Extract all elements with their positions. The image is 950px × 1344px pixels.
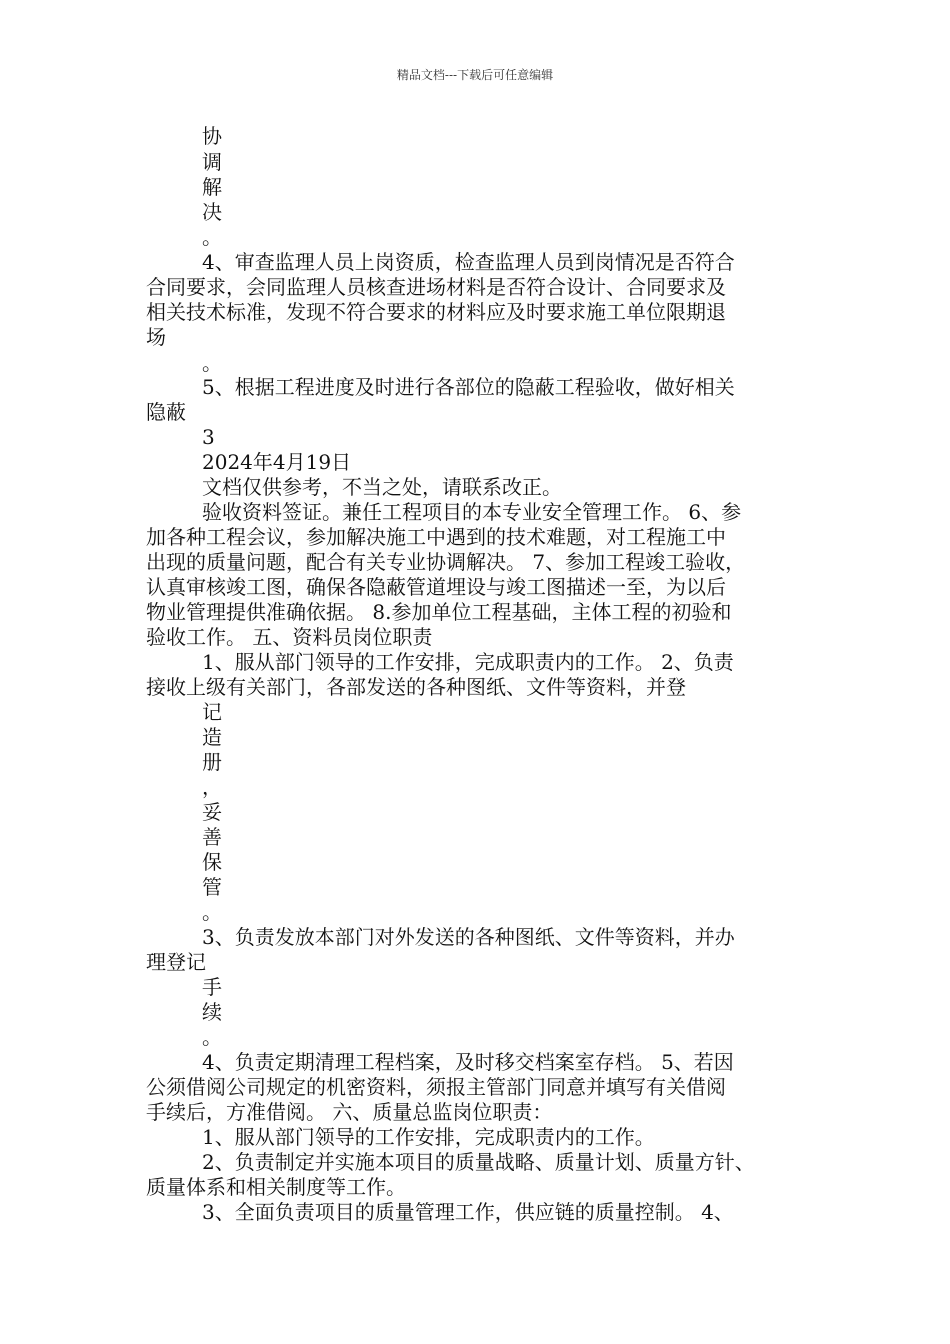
body-line: 理登记 xyxy=(146,950,206,974)
body-line: 合同要求，会同监理人员核查进场材料是否符合设计、合同要求及 xyxy=(146,275,726,299)
body-line: 加各种工程会议，参加解决施工中遇到的技术难题，对工程施工中 xyxy=(146,525,726,549)
body-line: 出现的质量问题，配合有关专业协调解决。 7、参加工程竣工验收， xyxy=(146,550,746,574)
body-line: 公须借阅公司规定的机密资料，须报主管部门同意并填写有关借阅 xyxy=(146,1075,726,1099)
body-line: 善 xyxy=(202,825,222,849)
body-line: 1、服从部门领导的工作安排，完成职责内的工作。 2、负责 xyxy=(202,650,734,674)
body-line: 3、负责发放本部门对外发送的各种图纸、文件等资料，并办 xyxy=(202,925,735,949)
body-line: 。 xyxy=(202,1025,222,1049)
page-number: 3 xyxy=(202,425,215,449)
body-line: 保 xyxy=(202,850,222,874)
body-line: 接收上级有关部门，各部发送的各种图纸、文件等资料，并登 xyxy=(146,675,686,699)
body-line: 。 xyxy=(202,225,222,249)
body-line: 妥 xyxy=(202,800,222,824)
body-line: 认真审核竣工图，确保各隐蔽管道埋设与竣工图描述一至，为以后 xyxy=(146,575,726,599)
body-line: 物业管理提供准确依据。 8.参加单位工程基础，主体工程的初验和 xyxy=(146,600,732,624)
body-line: 续 xyxy=(202,1000,222,1024)
body-line: 4、审查监理人员上岗资质，检查监理人员到岗情况是否符合 xyxy=(202,250,735,274)
body-line: 调 xyxy=(202,150,222,174)
body-line: 造 xyxy=(202,725,222,749)
body-line: ， xyxy=(202,775,222,799)
body-line: 记 xyxy=(202,700,222,724)
body-line: 。 xyxy=(202,900,222,924)
body-line: 管 xyxy=(202,875,222,899)
body-line: 质量体系和相关制度等工作。 xyxy=(146,1175,406,1199)
body-line: 相关技术标准，发现不符合要求的材料应及时要求施工单位限期退 xyxy=(146,300,726,324)
body-line: 协 xyxy=(202,124,222,148)
disclaimer-line: 文档仅供参考，不当之处，请联系改正。 xyxy=(202,475,562,499)
body-line: 手续后，方准借阅。 六、质量总监岗位职责： xyxy=(146,1100,553,1124)
body-line: 验收工作。 五、资料员岗位职责 xyxy=(146,625,433,649)
page-header: 精品文档---下载后可任意编辑 xyxy=(396,68,554,82)
body-line: 2、负责制定并实施本项目的质量战略、质量计划、质量方针、 xyxy=(202,1150,755,1174)
body-line: 解 xyxy=(202,175,222,199)
date-line: 2024年4月19日 xyxy=(202,450,352,474)
body-line: 5、根据工程进度及时进行各部位的隐蔽工程验收，做好相关 xyxy=(202,375,735,399)
body-line: 场 xyxy=(146,325,166,349)
body-line: 隐蔽 xyxy=(146,400,186,424)
body-line: 。 xyxy=(202,351,222,375)
body-line: 3、全面负责项目的质量管理工作，供应链的质量控制。 4、 xyxy=(202,1200,734,1224)
body-line: 1、服从部门领导的工作安排，完成职责内的工作。 xyxy=(202,1125,655,1149)
body-line: 4、负责定期清理工程档案，及时移交档案室存档。 5、若因 xyxy=(202,1050,734,1074)
body-line: 验收资料签证。兼任工程项目的本专业安全管理工作。 6、参 xyxy=(202,500,742,524)
body-line: 手 xyxy=(202,975,222,999)
body-line: 册 xyxy=(202,750,222,774)
body-line: 决 xyxy=(202,200,222,224)
